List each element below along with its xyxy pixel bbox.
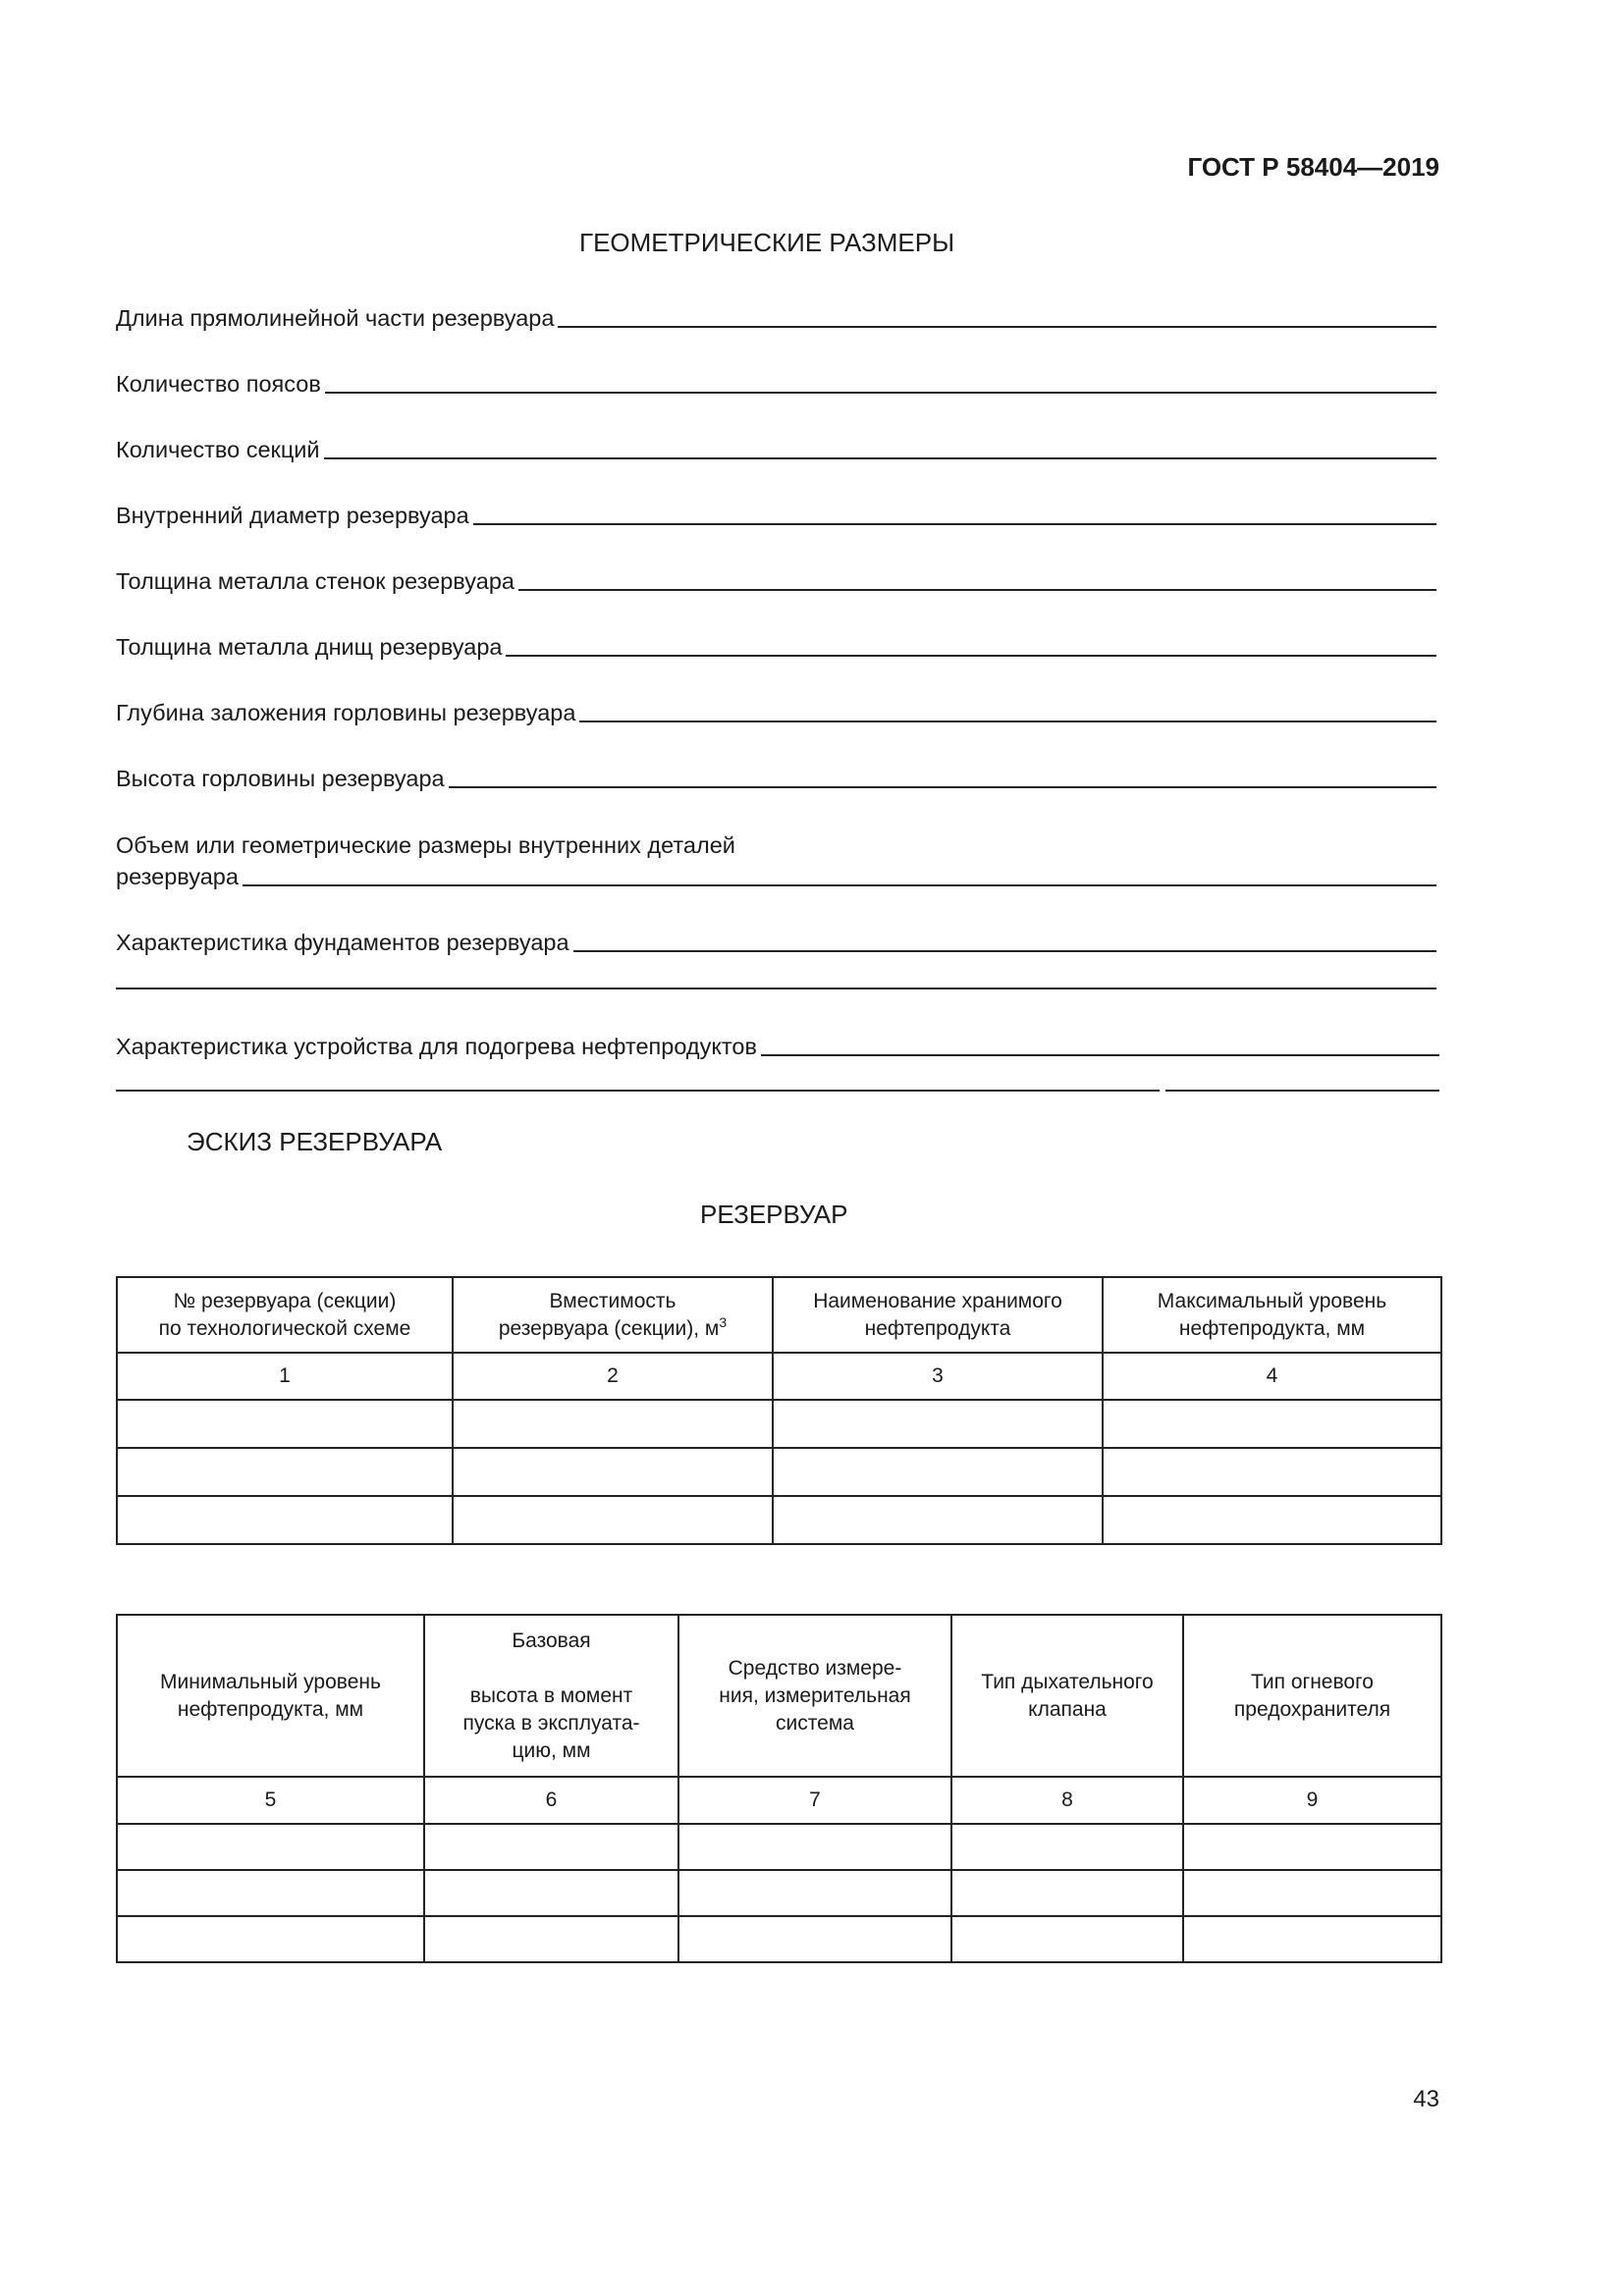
fill-line	[558, 325, 1436, 328]
fill-line	[473, 522, 1436, 525]
header-cell-breathing-valve: Тип дыхательного клапана	[951, 1615, 1183, 1777]
empty-cell	[117, 1400, 453, 1448]
fill-line	[116, 1062, 1439, 1092]
field-straight-length	[116, 302, 1436, 334]
field-label: резервуара	[116, 864, 239, 889]
field-inner-diameter	[116, 500, 1436, 531]
empty-cell	[951, 1870, 1183, 1916]
fill-line	[506, 654, 1436, 657]
field-label: Количество секций	[116, 437, 320, 462]
field-bottom-thickness	[116, 631, 1436, 663]
empty-cell	[773, 1496, 1103, 1544]
field-label: Толщина металла днищ резервуара	[116, 634, 503, 660]
column-number: 6	[424, 1777, 678, 1824]
empty-cell	[117, 1916, 424, 1962]
field-label: Внутренний диаметр резервуара	[116, 503, 469, 528]
field-foundation	[116, 927, 1436, 989]
fill-line	[449, 785, 1436, 788]
field-label: Длина прямолинейной части резервуара	[116, 305, 555, 331]
table-header-row	[117, 1277, 1441, 1353]
sketch-title: ЭСКИЗ РЕЗЕРВУАРА	[187, 1127, 443, 1156]
empty-cell	[678, 1870, 951, 1916]
column-number: 8	[951, 1777, 1183, 1824]
fill-line	[325, 391, 1436, 394]
header-cell-base-height: Базовая высота в момент пуска в эксплуата- цию, мм	[424, 1615, 678, 1777]
empty-cell	[951, 1916, 1183, 1962]
table-row	[117, 1916, 1441, 1962]
standard-number: ГОСТ Р 58404—2019	[1187, 152, 1439, 182]
column-number: 7	[678, 1777, 951, 1824]
column-number: 1	[117, 1353, 453, 1400]
page-number: 43	[1413, 2086, 1439, 2112]
empty-cell	[678, 1916, 951, 1962]
table-row	[117, 1400, 1441, 1448]
empty-cell	[424, 1916, 678, 1962]
table-number-row	[117, 1353, 1441, 1400]
column-number: 4	[1103, 1353, 1441, 1400]
header-cell-flame-arrester: Тип огневого предохранителя	[1183, 1615, 1441, 1777]
field-label: Высота горловины резервуара	[116, 766, 445, 791]
empty-cell	[453, 1448, 773, 1496]
fill-line	[518, 588, 1436, 591]
empty-cell	[1103, 1496, 1441, 1544]
header-cell-min-level: Минимальный уровень нефтепродукта, мм	[117, 1615, 424, 1777]
empty-cell	[117, 1448, 453, 1496]
empty-cell	[1103, 1448, 1441, 1496]
field-label: Характеристика фундаментов резервуара	[116, 930, 569, 955]
fill-line	[761, 1053, 1439, 1056]
header-cell-capacity: Вместимость резервуара (секции), $м^3$	[453, 1277, 773, 1353]
field-belt-count	[116, 368, 1436, 400]
empty-cell	[1183, 1916, 1441, 1962]
field-label: Объем или геометрические размеры внутренних деталей	[116, 832, 735, 858]
empty-cell	[117, 1870, 424, 1916]
empty-cell	[424, 1824, 678, 1870]
field-neck-depth	[116, 697, 1436, 728]
field-heating-device	[116, 1031, 1439, 1092]
field-section-count	[116, 434, 1436, 465]
reservoir-title: РЕЗЕРВУАР	[700, 1200, 848, 1229]
column-number: 3	[773, 1353, 1103, 1400]
empty-cell	[951, 1824, 1183, 1870]
header-cell-reservoir-number: № резервуара (секции) по технологической схеме	[117, 1277, 453, 1353]
header-cell-max-level: Максимальный уровень нефтепродукта, мм	[1103, 1277, 1441, 1353]
column-number: 5	[117, 1777, 424, 1824]
geometry-title: ГЕОМЕТРИЧЕСКИЕ РАЗМЕРЫ	[579, 228, 955, 257]
reservoir-table-2	[116, 1614, 1442, 1963]
table-number-row	[117, 1777, 1441, 1824]
fill-line	[573, 949, 1436, 952]
field-label: Количество поясов	[116, 371, 321, 397]
table-row	[117, 1448, 1441, 1496]
header-cell-product-name: Наименование хранимого нефтепродукта	[773, 1277, 1103, 1353]
fill-line	[116, 958, 1436, 989]
fill-line	[579, 720, 1436, 722]
field-wall-thickness	[116, 565, 1436, 597]
table-row	[117, 1824, 1441, 1870]
empty-cell	[453, 1496, 773, 1544]
field-neck-height	[116, 763, 1436, 794]
table-row	[117, 1496, 1441, 1544]
column-number: 9	[1183, 1777, 1441, 1824]
empty-cell	[1103, 1400, 1441, 1448]
table-header-row	[117, 1615, 1441, 1777]
empty-cell	[424, 1870, 678, 1916]
field-label: Толщина металла стенок резервуара	[116, 568, 514, 594]
empty-cell	[773, 1448, 1103, 1496]
fill-line	[243, 883, 1436, 886]
field-inner-parts-volume	[116, 829, 1436, 892]
reservoir-table-1	[116, 1276, 1442, 1545]
header-cell-measuring-system: Средство измере- ния, измерительная система	[678, 1615, 951, 1777]
empty-cell	[773, 1400, 1103, 1448]
empty-cell	[453, 1400, 773, 1448]
field-label: Характеристика устройства для подогрева нефтепродуктов	[116, 1034, 757, 1059]
fill-line	[324, 456, 1436, 459]
empty-cell	[678, 1824, 951, 1870]
empty-cell	[1183, 1824, 1441, 1870]
empty-cell	[1183, 1870, 1441, 1916]
field-label: Глубина заложения горловины резервуара	[116, 700, 576, 725]
column-number: 2	[453, 1353, 773, 1400]
table-row	[117, 1870, 1441, 1916]
empty-cell	[117, 1496, 453, 1544]
empty-cell	[117, 1824, 424, 1870]
